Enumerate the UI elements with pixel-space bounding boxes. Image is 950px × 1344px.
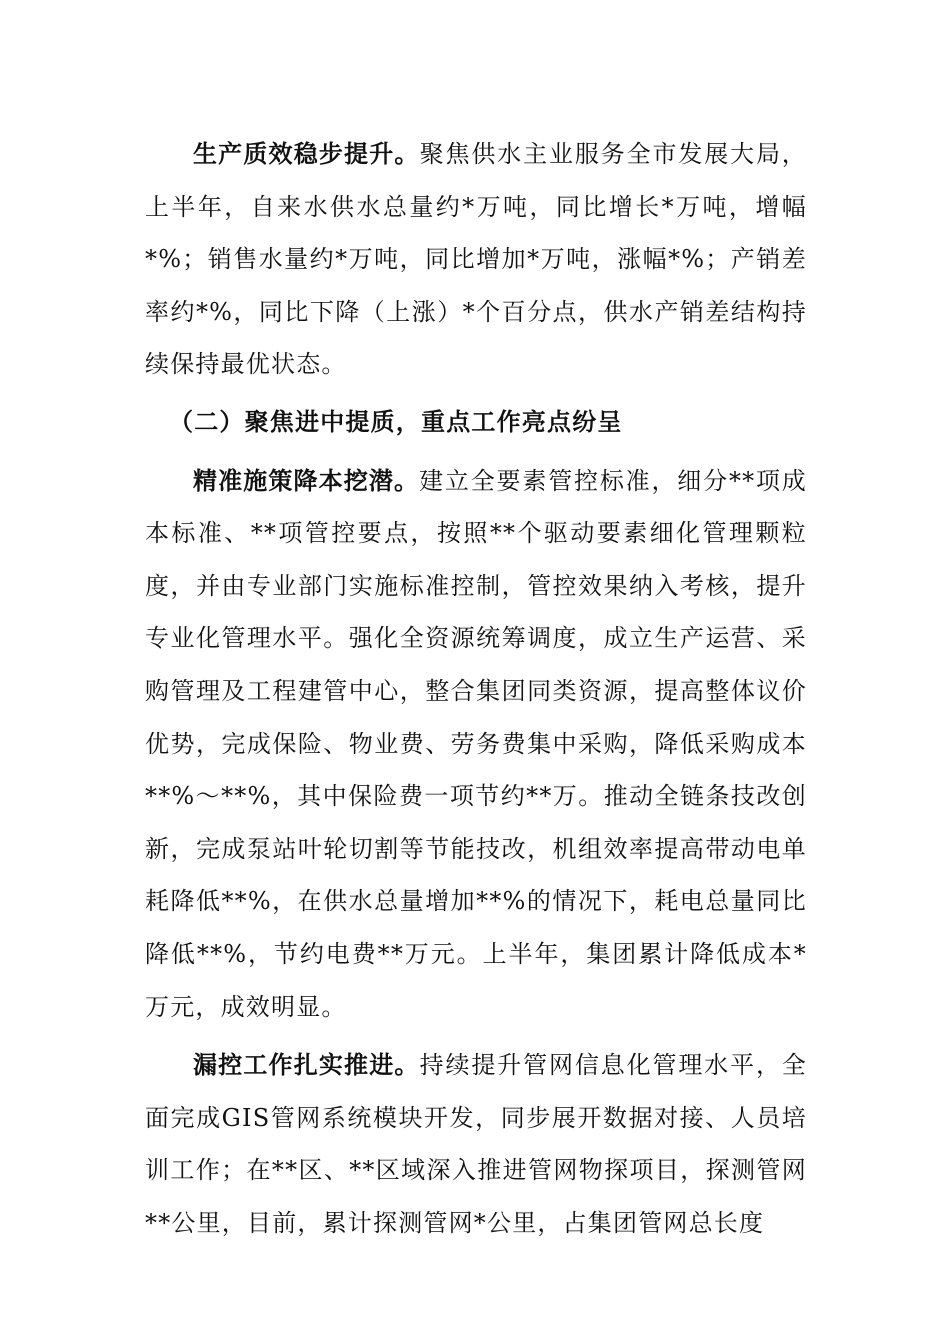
paragraph-production-quality xyxy=(145,128,807,391)
paragraph-lead: 精准施策降本挖潜。 xyxy=(193,466,420,495)
section-heading: （二）聚焦进中提质，重点工作亮点纷呈 xyxy=(169,406,623,436)
paragraph-text: 建立全要素管控标准，细分**项成本标准、**项管控要点，按照**个驱动要素细化管理颗粒度，并由专业部门实施标准控制，管控效果纳入考核，提升专业化管理水平。强化全资源统筹调度，成立生产运营、采购管理及工程建管中心，整合集团同类资源，提高整体议价优势，完成保险、物业费、劳务费集中采购，降低采购成本**%～**%，其中保险费一项节约**万。推动全链条技改创新，完成泵站叶轮切割等节能技改，机组效率提高带动电单耗降低**%，在供水总量增加**%的情况下，耗电总量同比降低**%，节约电费**万元。上半年，集团累计降低成本*万元，成效明显。 xyxy=(145,466,807,1021)
paragraph-leak-control xyxy=(145,1039,807,1249)
paragraph-cost-reduction xyxy=(145,455,807,1034)
paragraph-lead: 漏控工作扎实推进。 xyxy=(193,1051,420,1080)
paragraph-lead: 生产质效稳步提升。 xyxy=(193,140,420,168)
paragraph-text: 聚焦供水主业服务全市发展大局，上半年，自来水供水总量约*万吨，同比增长*万吨，增幅*%；销售水量约*万吨，同比增加*万吨，涨幅*%；产销差率约*%，同比下降（上涨）*个百分点，供水产销差结构持续保持最优状态。 xyxy=(145,140,808,379)
paragraph-text: 持续提升管网信息化管理水平，全面完成GIS管网系统模块开发，同步展开数据对接、人员培训工作；在**区、**区域深入推进管网物探项目，探测管网**公里，目前，累计探测管网*公里，占集团管网总长度 xyxy=(145,1051,808,1237)
document-body xyxy=(145,128,807,1249)
